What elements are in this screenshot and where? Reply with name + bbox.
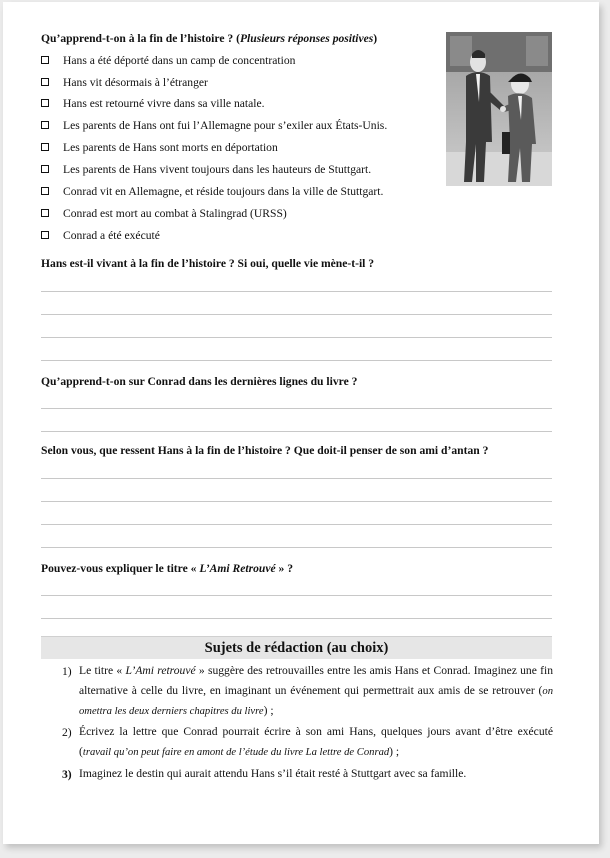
subject-italic-part: on omettra les deux derniers chapitres du livre bbox=[79, 685, 553, 717]
subject-text-part: » suggère des retrouvailles entre les amis Hans et Conrad. Imaginez une fin alternative à celle du livre, en imaginant un événement qui permettrait aux amis de se retrouver ( bbox=[79, 664, 553, 697]
answer-line[interactable] bbox=[41, 431, 552, 432]
answer-line[interactable] bbox=[41, 595, 552, 596]
checkbox[interactable] bbox=[41, 187, 49, 195]
answer-line[interactable] bbox=[41, 291, 552, 292]
answer-line[interactable] bbox=[41, 501, 552, 502]
question-2: Hans est-il vivant à la fin de l’histoire ? Si oui, quelle vie mène-t-il ? bbox=[41, 257, 375, 270]
option-item bbox=[41, 141, 278, 154]
option-item bbox=[41, 185, 383, 198]
option-item bbox=[41, 229, 160, 242]
option-item bbox=[41, 54, 295, 67]
section-header bbox=[41, 636, 552, 659]
option-label: Hans est retourné vivre dans sa ville natale. bbox=[63, 97, 265, 110]
option-label: Les parents de Hans vivent toujours dans les hauteurs de Stuttgart. bbox=[63, 163, 372, 176]
subject-1-text bbox=[79, 661, 553, 722]
question-1-hint: Plusieurs réponses positives bbox=[239, 32, 374, 45]
answer-line[interactable] bbox=[41, 618, 552, 619]
answer-line[interactable] bbox=[41, 547, 552, 548]
answer-line[interactable] bbox=[41, 478, 552, 479]
answer-line[interactable] bbox=[41, 314, 552, 315]
question-4: Selon vous, que ressent Hans à la fin de l’histoire ? Que doit-il penser de son ami d’antan ? bbox=[41, 444, 489, 457]
answer-line[interactable] bbox=[41, 524, 552, 525]
question-5-book-title: L’Ami Retrouvé bbox=[199, 562, 276, 575]
answer-line[interactable] bbox=[41, 337, 552, 338]
checkbox[interactable] bbox=[41, 165, 49, 173]
option-item bbox=[41, 207, 287, 220]
option-label: Conrad a été exécuté bbox=[63, 229, 160, 242]
question-1 bbox=[41, 32, 377, 45]
option-item bbox=[41, 119, 387, 132]
checkbox[interactable] bbox=[41, 78, 49, 86]
subject-text-part: ) ; bbox=[263, 704, 274, 717]
checkbox[interactable] bbox=[41, 209, 49, 217]
film-still-photo bbox=[446, 32, 552, 186]
option-label: Les parents de Hans sont morts en déportation bbox=[63, 141, 278, 154]
checkbox[interactable] bbox=[41, 56, 49, 64]
subject-text-part: Écrivez la lettre que Conrad pourrait écrire à son ami Hans, quelques jours avant d’être exécuté ( bbox=[79, 725, 553, 758]
option-item bbox=[41, 76, 208, 89]
subject-2-text bbox=[79, 722, 553, 762]
photo-illustration bbox=[446, 32, 552, 186]
subject-number: 1) bbox=[62, 665, 72, 678]
checkbox[interactable] bbox=[41, 99, 49, 107]
question-1-close: ) bbox=[373, 32, 378, 45]
option-item bbox=[41, 97, 265, 110]
subject-italic-part: travail qu’on peut faire en amont de l’étude du livre La lettre de Conrad bbox=[82, 746, 390, 758]
question-3: Qu’apprend-t-on sur Conrad dans les dernières lignes du livre ? bbox=[41, 375, 358, 388]
option-label: Conrad est mort au combat à Stalingrad (URSS) bbox=[63, 207, 287, 220]
section-title: Sujets de rédaction (au choix) bbox=[204, 640, 389, 656]
question-5-text: Pouvez-vous expliquer le titre « bbox=[41, 562, 200, 575]
option-label: Les parents de Hans ont fui l’Allemagne pour s’exiler aux États-Unis. bbox=[63, 119, 388, 132]
subject-3-text bbox=[79, 764, 553, 784]
option-label: Conrad vit en Allemagne, et réside toujours dans la ville de Stuttgart. bbox=[63, 185, 384, 198]
subject-italic-part: L’Ami retrouvé bbox=[125, 664, 196, 677]
checkbox[interactable] bbox=[41, 121, 49, 129]
subject-text-part: Le titre « bbox=[79, 664, 126, 677]
subject-text-part: ) ; bbox=[389, 744, 400, 758]
subject-number: 2) bbox=[62, 726, 72, 739]
answer-line[interactable] bbox=[41, 360, 552, 361]
question-5-close: » ? bbox=[275, 562, 294, 575]
option-label: Hans a été déporté dans un camp de concentration bbox=[63, 54, 296, 67]
answer-line[interactable] bbox=[41, 408, 552, 409]
subject-text-part: Imaginez le destin qui aurait attendu Hans s’il était resté à Stuttgart avec sa famille. bbox=[79, 767, 467, 780]
option-label: Hans vit désormais à l’étranger bbox=[63, 75, 208, 89]
checkbox[interactable] bbox=[41, 143, 49, 151]
subject-number: 3) bbox=[62, 768, 72, 781]
checkbox[interactable] bbox=[41, 231, 49, 239]
option-item bbox=[41, 163, 371, 176]
question-5 bbox=[41, 562, 293, 575]
question-1-text: Qu’apprend-t-on à la fin de l’histoire ? ( bbox=[41, 32, 240, 45]
worksheet-page bbox=[3, 2, 599, 844]
